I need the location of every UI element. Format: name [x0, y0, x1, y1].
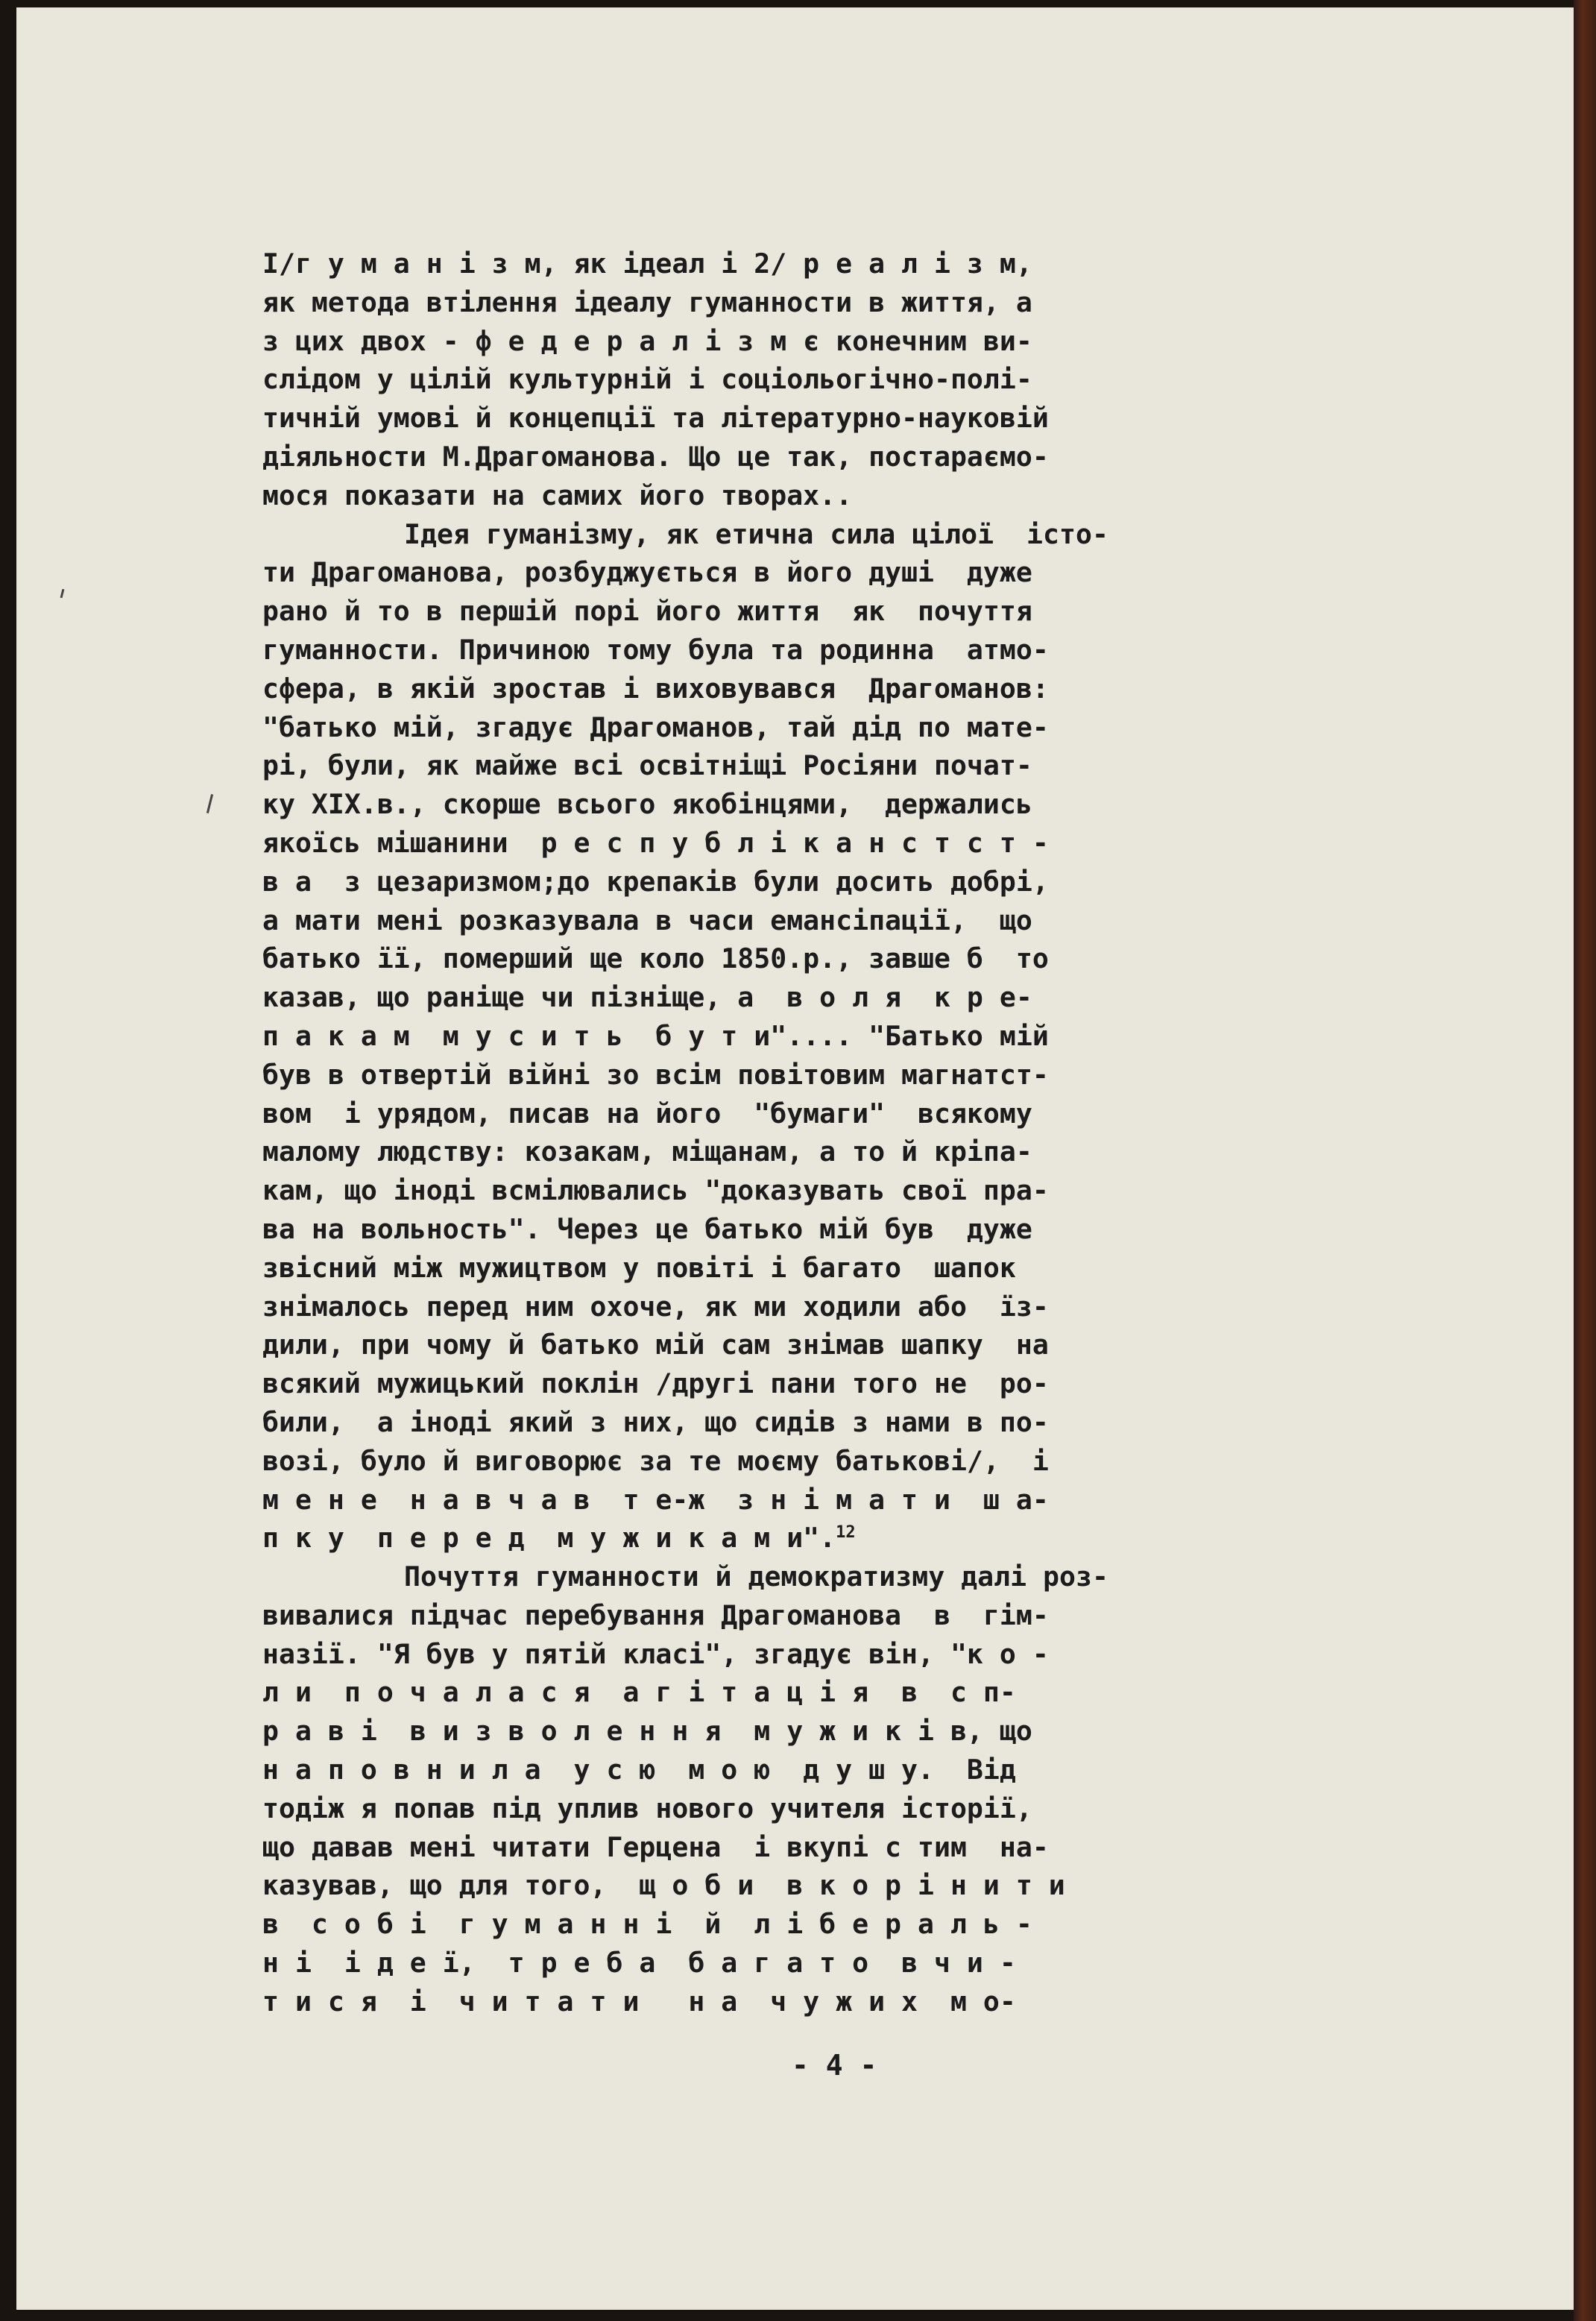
text-line: [262, 322, 1463, 361]
text-line: [262, 1712, 1463, 1751]
text-line: [262, 1828, 1463, 1867]
text-line-content: казав, що раніще чи пізніще, а в о л я к р е-: [262, 981, 1032, 1014]
text-line-content: був в отвертій війні зо всім повітовим магнатст-: [262, 1058, 1049, 1091]
text-line: [262, 399, 1463, 438]
margin-mark: [206, 794, 213, 813]
body-text: [262, 245, 1463, 2021]
text-line: [262, 670, 1463, 708]
text-line: [262, 476, 1463, 515]
text-line: [262, 1481, 1463, 1519]
text-line-content: тодіж я попав під уплив нового учителя історії,: [262, 1792, 1032, 1824]
text-line: [262, 1095, 1463, 1133]
text-line: [262, 1171, 1463, 1210]
text-line: [262, 1056, 1463, 1095]
text-line: [262, 631, 1463, 670]
text-line-content: малому людству: козакам, міщанам, а то й кріпа-: [262, 1136, 1032, 1168]
text-line-content: в с о б і г у м а н н і й л і б е р а л ь -: [262, 1908, 1032, 1941]
text-line-content: сфера, в якій зростав і виховувався Драгоманов:: [262, 672, 1049, 705]
text-line-content: знімалось перед ним охоче, як ми ходили або їз-: [262, 1290, 1049, 1323]
text-line: [262, 1789, 1463, 1828]
text-line: [262, 1519, 1463, 1558]
margin-mark: [60, 589, 65, 598]
text-line: [262, 1364, 1463, 1403]
text-line-content: Почуття гуманности й демократизму далі роз-: [404, 1561, 1108, 1593]
text-line-content: Ідея гуманізму, як етична сила цілої істо-: [404, 517, 1108, 550]
text-line-content: рі, були, як майже всі освітніщі Росіяни почат-: [262, 749, 1032, 782]
text-line-content: м е н е н а в ч а в т е-ж з н і м а т и ш а-: [262, 1483, 1049, 1516]
text-line-content: н а п о в н и л а у с ю м о ю д у ш у. Від: [262, 1754, 1016, 1786]
text-line-content: що давав мені читати Герцена і вкупі с тим на-: [262, 1830, 1049, 1863]
text-line-content: вивалися підчас перебування Драгоманова в гім-: [262, 1599, 1049, 1631]
text-line: [262, 1288, 1463, 1326]
text-line: [262, 1326, 1463, 1364]
text-line-content: т и с я і ч и т а т и н а ч у ж и х м о-: [262, 1985, 1016, 2018]
text-line-content: I/г у м а н і з м, як ідеал і 2/ р е а л і з м,: [262, 248, 1032, 280]
text-line: [262, 1210, 1463, 1249]
text-line: [262, 1403, 1463, 1442]
text-line: [262, 515, 1463, 554]
text-line-content: н і і д е ї, т р е б а б а г а т о в ч и -: [262, 1947, 1016, 1980]
text-line-content: дили, при чому й батько мій сам знімав шапку на: [262, 1329, 1049, 1361]
text-line: [262, 1249, 1463, 1288]
text-line-content: діяльности М.Драгоманова. Що це так, постараємо-: [262, 440, 1049, 473]
text-line-content: били, а іноді який з них, що сидів з нами в по-: [262, 1405, 1049, 1438]
text-line: [262, 939, 1463, 978]
text-line-content: кам, що іноді всмілювались "доказувать свої пра-: [262, 1174, 1049, 1207]
text-line-content: п к у п е р е д м у ж и к а м и".: [262, 1522, 836, 1555]
text-line: [262, 245, 1463, 283]
text-line-content: з цих двох - ф е д е р а л і з м є конечним ви-: [262, 324, 1032, 357]
text-line: [262, 1558, 1463, 1596]
book-binding-edge: [1574, 0, 1596, 2321]
text-line: [262, 1133, 1463, 1171]
text-line-content: в а з цезаризмом;до крепаків були досить добрі,: [262, 865, 1049, 898]
text-line: [262, 708, 1463, 747]
text-line: [262, 1944, 1463, 1983]
text-line: [262, 785, 1463, 824]
document-page: [16, 7, 1579, 2310]
text-line-content: ку XIX.в., скорше всього якобінцями, держались: [262, 788, 1032, 821]
text-line: [262, 978, 1463, 1017]
text-line-content: мося показати на самих його творах..: [262, 479, 853, 511]
text-line: [262, 1673, 1463, 1712]
text-line-content: гуманности. Причиною тому була та родинна атмо-: [262, 633, 1049, 666]
text-line-content: рано й то в першій порі його життя як почуття: [262, 595, 1032, 628]
page-number: - 4 -: [792, 2049, 877, 2082]
text-line-content: п а к а м м у с и т ь б у т и".... "Батько мій: [262, 1019, 1049, 1052]
text-line: [262, 1866, 1463, 1905]
text-line-content: ти Драгоманова, розбуджується в його душі дуже: [262, 556, 1032, 589]
text-line-content: як метода втілення ідеалу гуманности в життя, а: [262, 286, 1032, 318]
text-line: [262, 553, 1463, 592]
text-line-content: ва на вольность". Через це батько мій був дуже: [262, 1212, 1032, 1245]
text-line: [262, 1983, 1463, 2021]
text-line: [262, 824, 1463, 863]
text-line-content: батько її, померший ще коло 1850.р., завше б то: [262, 942, 1049, 975]
text-line-content: тичній умові й концепції та літературно-науковій: [262, 402, 1049, 435]
text-line: [262, 1635, 1463, 1674]
text-line: [262, 1442, 1463, 1481]
text-line-content: "батько мій, згадує Драгоманов, тай дід по мате-: [262, 711, 1049, 743]
text-line: [262, 901, 1463, 940]
footnote-marker: 12: [836, 1523, 856, 1543]
text-line-content: назії. "Я був у пятій класі", згадує він, "к о -: [262, 1637, 1049, 1670]
text-line-content: вом і урядом, писав на його "бумаги" всякому: [262, 1097, 1032, 1130]
text-line-content: р а в і в и з в о л е н н я м у ж и к і в, що: [262, 1715, 1032, 1748]
text-line: [262, 360, 1463, 399]
text-line-content: звісний між мужицтвом у повіті і багато шапок: [262, 1251, 1016, 1284]
text-line-content: слідом у цілій культурній і соціольогічно-полі-: [262, 363, 1032, 396]
text-line-content: казував, що для того, щ о б и в к о р і н и т и: [262, 1869, 1065, 1902]
text-line: [262, 592, 1463, 631]
text-line: [262, 283, 1463, 322]
text-line-content: всякий мужицький поклін /другі пани того не ро-: [262, 1367, 1049, 1400]
text-line: [262, 1017, 1463, 1056]
text-line: [262, 1905, 1463, 1944]
text-line: [262, 1751, 1463, 1789]
text-line-content: а мати мені розказувала в часи емансіпації, що: [262, 904, 1032, 936]
text-line-content: возі, було й виговорює за те моєму батькові/, і: [262, 1444, 1049, 1477]
text-line-content: якоїсь мішанини р е с п у б л і к а н с т с т -: [262, 826, 1049, 859]
text-line: [262, 438, 1463, 476]
text-line-content: л и п о ч а л а с я а г і т а ц і я в с п-: [262, 1676, 1016, 1709]
text-line: [262, 746, 1463, 785]
text-line: [262, 863, 1463, 901]
text-line: [262, 1596, 1463, 1635]
